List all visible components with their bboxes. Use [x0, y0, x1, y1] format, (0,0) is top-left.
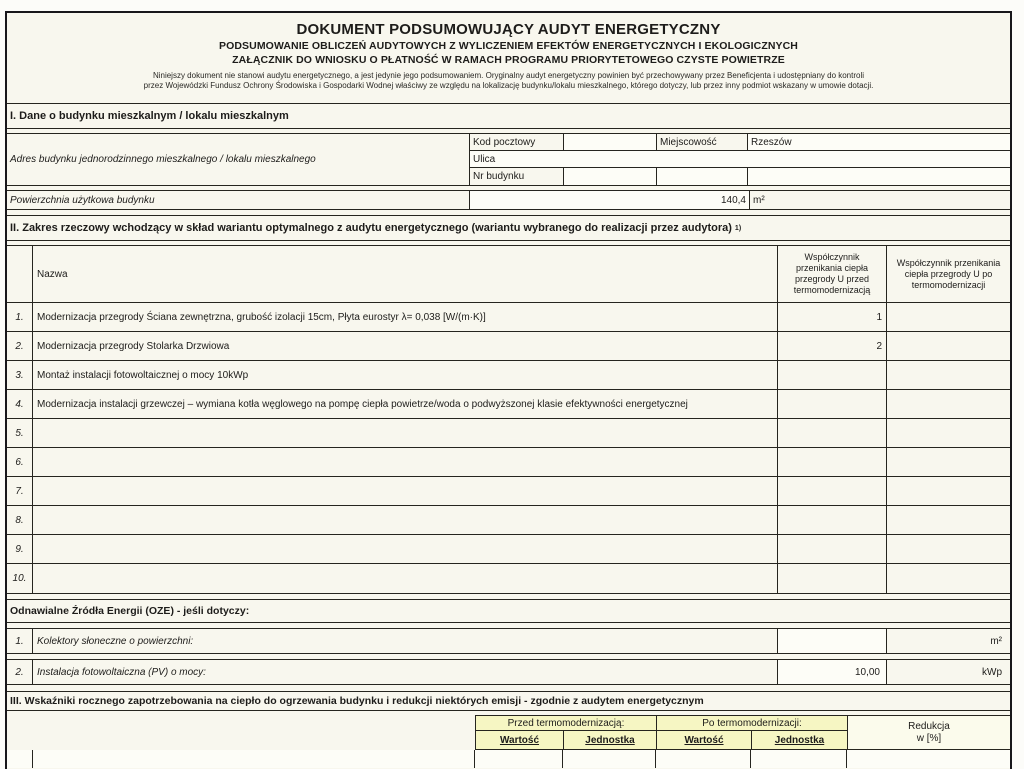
- reduction-header: [847, 715, 1010, 750]
- row-name: Modernizacja przegrody Ściana zewnętrzna, grubość izolacji 15cm, Płyta eurostyr λ= 0,038 [W/(m·K)]: [33, 303, 778, 331]
- row-u-after: [887, 448, 1010, 476]
- table-row: [7, 332, 1010, 361]
- disclaimer-line-1: Niniejszy dokument nie stanowi audytu energetycznego, a jest jedynie jego podsumowaniem. Oryginalny audyt energetyczny powinien być przechowywany przez Beneficjenta i udostępniany do kontroli: [152, 71, 865, 80]
- row-name: Modernizacja przegrody Stolarka Drzwiowa: [33, 332, 778, 360]
- measures-table: [7, 245, 1010, 594]
- postal-code-field: [564, 134, 657, 151]
- row-number: 2.: [7, 660, 33, 684]
- row-number: 1.: [7, 629, 33, 653]
- partial-cell: [847, 750, 1010, 768]
- document-title: DOKUMENT PODSUMOWUJĄCY AUDYT ENERGETYCZNY: [296, 21, 721, 38]
- indicators-table-header: [7, 715, 1010, 750]
- row-name: [33, 564, 778, 593]
- row-name: [33, 535, 778, 563]
- table-row: [7, 419, 1010, 448]
- indicators-partial-row: [7, 750, 1010, 768]
- oze-row-pv: [7, 659, 1010, 685]
- section2-heading-text: II. Zakres rzeczowy wchodzący w skład wariantu optymalnego z audytu energetycznego (wariantu wybranego do realizacji przez audytora): [10, 222, 732, 234]
- before-thermo-header: Przed termomodernizacją:: [475, 715, 656, 730]
- row-number: 5.: [7, 419, 33, 447]
- row-u-before: [778, 564, 887, 593]
- row-name: Modernizacja instalacji grzewczej – wymiana kotła węglowego na pompę ciepła powietrze/woda o podwyższonej klasie efektywności energetycznej: [33, 390, 778, 418]
- row-u-after: [887, 477, 1010, 505]
- row-u-before: 2: [778, 332, 887, 360]
- row-number: 3.: [7, 361, 33, 389]
- row-number: 4.: [7, 390, 33, 418]
- partial-cell: [33, 750, 475, 768]
- row-name: Montaż instalacji fotowoltaicznej o mocy 10kWp: [33, 361, 778, 389]
- row-number: 9.: [7, 535, 33, 563]
- oze-solar-label: Kolektory słoneczne o powierzchni:: [33, 629, 778, 653]
- table-row: [7, 564, 1010, 593]
- table-row: [7, 390, 1010, 419]
- col-u-after-header: Współczynnik przenikania ciepła przegrody U po termomodernizacji: [896, 257, 1001, 290]
- disclaimer-line-2: przez Wojewódzki Fundusz Ochrony Środowiska i Gospodarki Wodnej właściwy ze względu na lokalizację budynku/lokalu mieszkalnego, którego dotyczy, lub przez inny podmiot wskazany w umowie dotacji.: [143, 81, 874, 90]
- after-thermo-header: Po termomodernizacji:: [656, 715, 847, 730]
- col-name-header: Nazwa: [33, 246, 778, 302]
- unit-header-before: Jednostka: [563, 730, 656, 750]
- table-row: [7, 361, 1010, 390]
- table-row: [7, 448, 1010, 477]
- usable-area-row: [7, 190, 1010, 210]
- unit-header-after: Jednostka: [751, 730, 847, 750]
- row-u-after: [887, 361, 1010, 389]
- usable-area-label: Powierzchnia użytkowa budynku: [7, 191, 470, 209]
- oze-pv-unit: kWp: [982, 666, 1002, 678]
- row-u-after: [887, 535, 1010, 563]
- indicators-blank-area: [7, 715, 475, 750]
- partial-cell: [475, 750, 563, 768]
- row-u-before: [778, 535, 887, 563]
- row-name: [33, 506, 778, 534]
- row-u-before: [778, 477, 887, 505]
- section2-heading: [7, 215, 1010, 241]
- row-u-before: 1: [778, 303, 887, 331]
- partial-cell: [751, 750, 847, 768]
- address-table: [7, 133, 1010, 186]
- row-number: 8.: [7, 506, 33, 534]
- row-number: 2.: [7, 332, 33, 360]
- building-no-field-1: [564, 168, 657, 185]
- partial-cell: [7, 750, 33, 768]
- document-border: [5, 11, 1012, 769]
- row-name: [33, 477, 778, 505]
- row-number: 7.: [7, 477, 33, 505]
- row-number: 10.: [7, 564, 33, 593]
- disclaimer-text: [7, 71, 1010, 91]
- value-header-before: Wartość: [475, 730, 563, 750]
- reduction-header-line1: Redukcja: [908, 720, 950, 732]
- usable-area-unit: m²: [750, 191, 1010, 209]
- row-name: [33, 448, 778, 476]
- oze-heading: Odnawialne Źródła Energii (OZE) - jeśli dotyczy:: [7, 599, 1010, 623]
- building-no-label: Nr budynku: [470, 168, 564, 185]
- usable-area-value: 140,4: [470, 191, 750, 209]
- oze-pv-label: Instalacja fotowoltaiczna (PV) o mocy:: [33, 660, 778, 684]
- city-label: Miejscowość: [657, 134, 748, 151]
- city-value: Rzeszów: [748, 134, 1010, 151]
- oze-solar-unit: m²: [990, 635, 1002, 647]
- row-u-after: [887, 303, 1010, 331]
- table-row: [7, 303, 1010, 332]
- row-number: 6.: [7, 448, 33, 476]
- row-u-before: [778, 448, 887, 476]
- row-number: 1.: [7, 303, 33, 331]
- document-header: [7, 13, 1010, 103]
- table-row: [7, 506, 1010, 535]
- address-label: Adres budynku jednorodzinnego mieszkalnego / lokalu mieszkalnego: [7, 134, 470, 185]
- row-u-after: [887, 332, 1010, 360]
- value-header-after: Wartość: [656, 730, 751, 750]
- building-no-field-2: [657, 168, 748, 185]
- row-u-after: [887, 419, 1010, 447]
- document-subtitle-1: PODSUMOWANIE OBLICZEŃ AUDYTOWYCH Z WYLICZENIEM EFEKTÓW ENERGETYCZNYCH I EKOLOGICZNYCH: [218, 40, 798, 52]
- partial-cell: [656, 750, 751, 768]
- building-no-field-3: [748, 168, 1010, 185]
- measures-table-header: [7, 246, 1010, 303]
- table-row: [7, 477, 1010, 506]
- oze-solar-value: [778, 629, 887, 653]
- row-name: [33, 419, 778, 447]
- row-u-before: [778, 361, 887, 389]
- section3-heading: III. Wskaźniki rocznego zapotrzebowania na ciepło do ogrzewania budynku i redukcji niektórych emisji - zgodnie z audytem energetycznym: [7, 691, 1010, 711]
- row-u-after: [887, 506, 1010, 534]
- section1-heading: I. Dane o budynku mieszkalnym / lokalu mieszkalnym: [7, 103, 1010, 129]
- row-u-after: [887, 564, 1010, 593]
- row-u-before: [778, 506, 887, 534]
- table-row: [7, 535, 1010, 564]
- oze-pv-value: 10,00: [778, 660, 887, 684]
- street-field: Ulica: [470, 151, 1010, 168]
- postal-code-label: Kod pocztowy: [470, 134, 564, 151]
- section2-footnote-marker: 1): [734, 224, 742, 232]
- row-u-after: [887, 390, 1010, 418]
- document-subtitle-2: ZAŁĄCZNIK DO WNIOSKU O PŁATNOŚĆ W RAMACH PROGRAMU PRIORYTETOWEGO CZYSTE POWIETRZE: [232, 54, 785, 66]
- oze-row-solar: [7, 628, 1010, 654]
- col-u-before-header: Współczynnik przenikania ciepła przegrody U przed termomodernizacją: [778, 246, 887, 302]
- col-number-header: [7, 246, 33, 302]
- row-u-before: [778, 419, 887, 447]
- reduction-header-line2: w [%]: [916, 732, 942, 744]
- row-u-before: [778, 390, 887, 418]
- partial-cell: [563, 750, 656, 768]
